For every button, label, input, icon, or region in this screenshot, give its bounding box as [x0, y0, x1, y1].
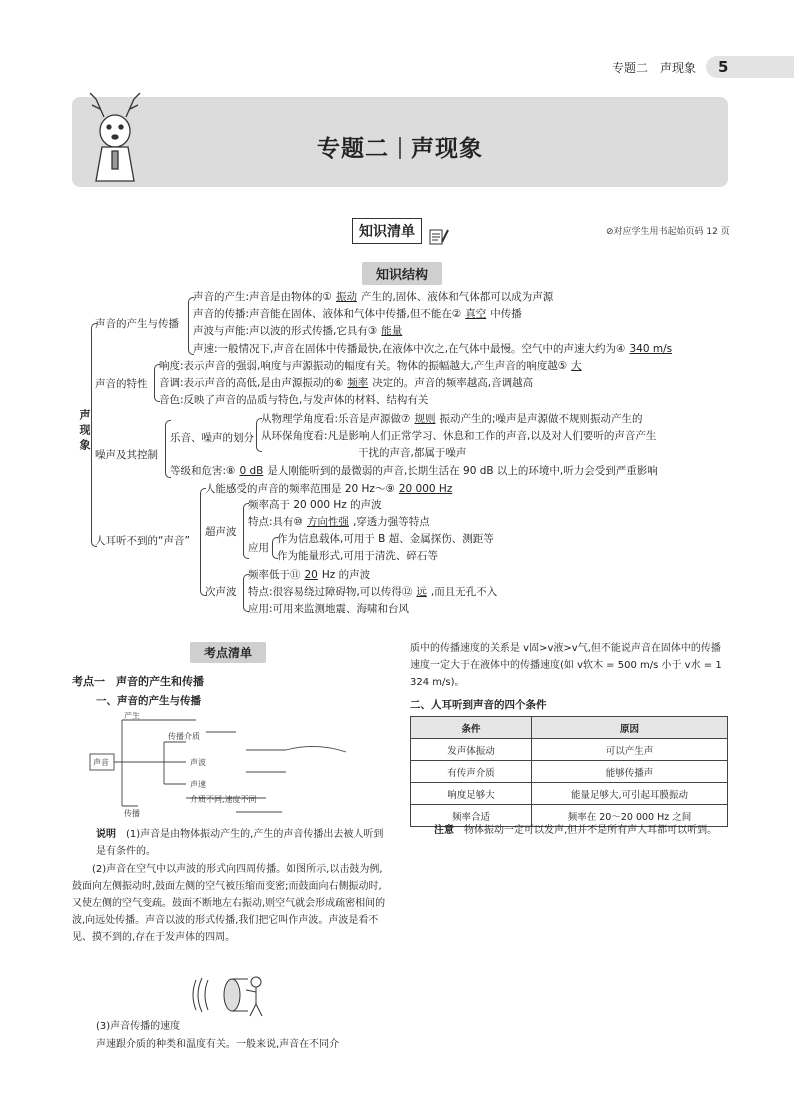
kaodian-label: 考点清单	[190, 642, 266, 663]
s1-line4: 声速:一般情况下,声音在固体中传播最快,在液体中次之,在气体中最慢。空气中的声速大约为④ 340 m/s	[193, 343, 673, 355]
notebook-pencil-icon	[428, 226, 450, 248]
mindmap-b3: 传播介质	[168, 732, 200, 741]
s3-line2: 从环保角度看:凡是影响人们正常学习、休息和工作的声音,以及对人们要听的声音产生	[261, 430, 657, 442]
s4-line0: 人能感受的声音的频率范围是 20 Hz～⑨ 20 000 Hz	[205, 483, 453, 495]
hearing-conditions-table	[410, 716, 728, 827]
knowledge-structure-label: 知识结构	[362, 262, 442, 285]
table-cell: 能量足够大,可引起耳膜振动	[532, 783, 728, 805]
chapter-title	[72, 130, 728, 163]
tree-root-text: 声现象	[78, 409, 91, 454]
s2-line3: 音色:反映了声音的品质与特色,与发声体的材料、结构有关	[159, 394, 429, 406]
s3-sub: 乐音、噪声的划分	[170, 432, 254, 444]
us-line1: 频率高于 20 000 Hz 的声波	[248, 499, 382, 511]
mindmap-b4: 声波	[190, 758, 206, 767]
knowledge-list-label: 知识清单	[352, 218, 422, 244]
note-3: (3)声音传播的速度	[96, 1021, 181, 1032]
table-row	[411, 761, 728, 783]
table-cell: 响度足够大	[411, 783, 532, 805]
mindmap-b2: 传播	[124, 809, 140, 818]
drum-sound-wave-illustration	[190, 972, 274, 1018]
tree-root	[76, 409, 90, 459]
header-section: 专题二 声现象	[611, 60, 696, 75]
subsection-two: 二、人耳听到声音的四个条件	[410, 699, 547, 711]
s3-line3: 等级和危害:⑧ 0 dB 是人刚能听到的最微弱的声音,长期生活在 90 dB 以上的环境中,听力会受到严重影响	[170, 465, 658, 477]
title-divider	[399, 137, 401, 159]
speed-relation-paragraph: 质中的传播速度的关系是 v固>v液>v气,但不能说声音在固体中的传播速度一定大于在液体中的传播速度(如 v软木 = 500 m/s 小于 v水 = 1 324 m/s)。	[410, 643, 722, 688]
note-2: (2)声音在空气中以声波的形式向四周传播。如图所示,以击鼓为例,鼓面向左侧振动时,鼓面左侧的空气被压缩而变密;而鼓面向右侧振动时,又使左侧的空气变疏。鼓面不断地左右振动,则空气就会形成疏密相间的波,向远处传播。声音以波的形式传播,我们把它叫作声波。声波是看不见、摸不到的,存在于发声体的四周。	[72, 864, 386, 943]
table-cell: 频率合适	[411, 805, 532, 827]
table-row	[411, 739, 728, 761]
s2-title: 声音的特性	[95, 378, 148, 390]
kaodian-one-title: 考点一 声音的产生和传播	[72, 675, 204, 688]
chapter-number: 专题二	[317, 136, 389, 162]
s4-ultrasonic: 超声波	[205, 526, 237, 538]
is-line3: 应用:可用来监测地震、海啸和台风	[248, 603, 410, 615]
us-line2: 特点:具有⑩ 方向性强 ,穿透力强等特点	[248, 516, 430, 528]
table-cell: 能够传播声	[532, 761, 728, 783]
table-header-condition: 条件	[411, 717, 532, 739]
mindmap-b6: 介质不同,速度不同	[190, 795, 257, 804]
page-reference-note: ⊘对应学生用书起始页码 12 页	[606, 227, 730, 237]
running-header	[612, 54, 794, 80]
note-1: 说明 (1)声音是由物体振动产生的,产生的声音传播出去被人听到是有条件的。	[96, 829, 384, 857]
us-line4: 作为能量形式,可用于清洗、碎石等	[277, 550, 438, 562]
s2-line1: 响度:表示声音的强弱,响度与声源振动的幅度有关。物体的振幅越大,产生声音的响度越⑤ 大	[159, 360, 582, 372]
page-number: 5	[706, 56, 794, 78]
table-row	[411, 783, 728, 805]
table-header-row	[411, 717, 728, 739]
table-cell: 发声体振动	[411, 739, 532, 761]
table-header-reason: 原因	[532, 717, 728, 739]
chapter-banner	[72, 97, 728, 187]
s2-line2: 音调:表示声音的高低,是由声源振动的⑥ 频率 决定的。声音的频率越高,音调越高	[159, 377, 534, 389]
sound-mindmap-sketch	[86, 712, 366, 820]
s1-line2: 声音的传播:声音能在固体、液体和气体中传播,但不能在② 真空 中传播	[193, 308, 522, 320]
mindmap-b1: 产生	[124, 712, 140, 720]
mindmap-center: 声音	[93, 758, 109, 767]
chapter-name: 声现象	[411, 136, 483, 162]
us-line3: 作为信息载体,可用于 B 超、金属探伤、测距等	[277, 533, 494, 545]
table-cell: 频率在 20～20 000 Hz 之间	[532, 805, 728, 827]
s4-title: 人耳听不到的“声音”	[95, 535, 190, 547]
s1-line3: 声波与声能:声以波的形式传播,它具有③ 能量	[193, 325, 403, 337]
s3-line1: 从物理学角度看:乐音是声源做⑦ 规则 振动产生的;噪声是声源做不规则振动产生的	[261, 413, 643, 425]
root-brace	[91, 323, 97, 547]
subsection-one: 一、声音的产生与传播	[96, 695, 201, 707]
caution-note: 注意 物体振动一定可以发声,但并不是所有声人耳都可以听到。	[434, 825, 718, 836]
is-line1: 频率低于⑪ 20 Hz 的声波	[248, 569, 371, 581]
is-line2: 特点:很容易绕过障碍物,可以传得⑫ 远 ,而且无孔不入	[248, 586, 498, 598]
us-app-label: 应用	[248, 542, 269, 554]
table-cell: 可以产生声	[532, 739, 728, 761]
s4-brace	[200, 488, 206, 596]
s1-title: 声音的产生与传播	[95, 318, 179, 330]
s4-infrasonic: 次声波	[205, 586, 237, 598]
s3-title: 噪声及其控制	[95, 449, 158, 461]
table-cell: 有传声介质	[411, 761, 532, 783]
mindmap-b5: 声速	[190, 780, 206, 789]
note-4: 声速跟介质的种类和温度有关。一般来说,声音在不同介	[96, 1039, 340, 1050]
s1-line1: 声音的产生:声音是由物体的① 振动 产生的,固体、液体和气体都可以成为声源	[193, 291, 554, 303]
s3-line2b: 干扰的声音,都属于噪声	[358, 447, 467, 459]
